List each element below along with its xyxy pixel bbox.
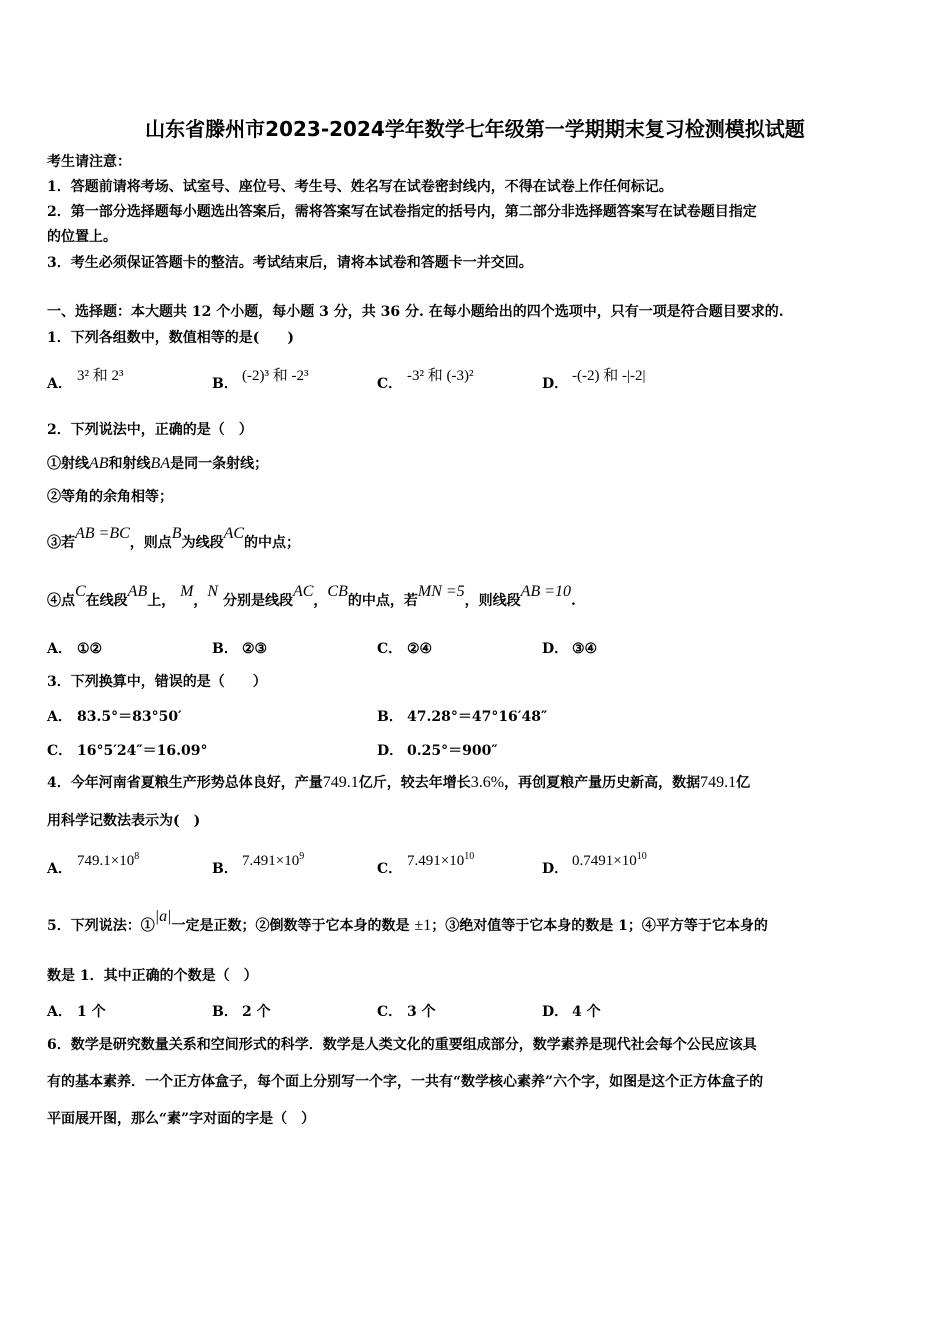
question-6-stem-line3: 平面展开图，那么“素”字对面的字是（ ）	[47, 1111, 316, 1127]
q4-option-b: B． $7.491\times 10^9$	[212, 851, 305, 877]
question-2-stem: 2．下列说法中，正确的是（ ）	[47, 422, 253, 438]
q5-option-a: A． 1 个	[47, 1004, 106, 1020]
q2-option-c: C． ②④	[377, 641, 433, 657]
q2-statement-2: ②等角的余角相等；	[47, 489, 173, 505]
question-6-stem: 6．数学是研究数量关系和空间形式的科学．数学是人类文化的重要组成部分，数学素养是现代社会每个公民应该具	[47, 1037, 757, 1053]
page-title: 山东省滕州市2023-2024学年数学七年级第一学期期末复习检测模拟试题	[145, 117, 805, 141]
q3-option-a: A． 83.5°＝83°50′	[47, 709, 182, 725]
question-5-stem-line2: 数是 1．其中正确的个数是（ ）	[47, 968, 258, 984]
section-heading: 一、选择题：本大题共 12 个小题，每小题 3 分，共 36 分. 在每小题给出的四个选项中，只有一项是符合题目要求的.	[47, 304, 784, 320]
q1-option-b: B． (-2)³ 和 -2³	[212, 368, 309, 392]
q2-statement-3: ③若AB =BC，则点B为线段AC的中点；	[47, 525, 301, 551]
notice-item: 的位置上。	[47, 229, 117, 245]
notice-item: 1．答题前请将考场、试室号、座位号、考生号、姓名写在试卷密封线内，不得在试卷上作任何标记。	[47, 179, 673, 195]
q2-statement-4: ④点C在线段AB上， M，N 分别是线段AC，CB的中点，若MN =5，则线段AB =10.	[47, 583, 576, 609]
question-4-stem: 4．今年河南省夏粮生产形势总体良好，产量749.1亿斤，较去年增长3.6%，再创夏粮产量历史新高，数据749.1亿	[47, 774, 751, 791]
question-1-stem: 1．下列各组数中，数值相等的是( )	[47, 330, 294, 346]
question-5-stem: 5．下列说法：①|a|一定是正数；②倒数等于它本身的数是 ±1；③绝对值等于它本身的数是 1；④平方等于它本身的	[47, 908, 768, 934]
notice-heading: 考生请注意：	[47, 154, 131, 170]
q4-option-a: A． $749.1\times 10^8$	[47, 851, 140, 877]
q2-option-b: B． ②③	[212, 641, 268, 657]
question-6-stem-line2: 有的基本素养．一个正方体盒子，每个面上分别写一个字，一共有“数学核心素养”六个字，如图是这个正方体盒子的	[47, 1074, 764, 1090]
q2-option-d: D． ③④	[542, 641, 598, 657]
q3-option-c: C． 16°5′24″＝16.09°	[47, 743, 208, 759]
q2-statement-1: ①射线AB和射线BA是同一条射线；	[47, 455, 269, 472]
q1-option-c: C． -3² 和 (-3)²	[377, 368, 474, 392]
question-4-stem-line2: 用科学记数法表示为( )	[47, 813, 201, 829]
q1-option-a: A． 3² 和 2³	[47, 368, 124, 392]
q5-option-b: B． 2 个	[212, 1004, 271, 1020]
q5-option-c: C． 3 个	[377, 1004, 436, 1020]
q3-option-d: D． 0.25°＝900″	[377, 743, 498, 759]
q4-option-d: D． $0.7491\times 10^{10}$	[542, 851, 647, 877]
question-3-stem: 3．下列换算中，错误的是（ ）	[47, 674, 267, 690]
q1-option-d: D． -(-2) 和 -|-2|	[542, 368, 646, 392]
notice-item: 3．考生必须保证答题卡的整洁。考试结束后，请将本试卷和答题卡一并交回。	[47, 255, 533, 271]
q2-option-a: A． ①②	[47, 641, 103, 657]
notice-item: 2．第一部分选择题每小题选出答案后，需将答案写在试卷指定的括号内，第二部分非选择题答案写在试卷题目指定	[47, 204, 757, 220]
q4-option-c: C． $7.491\times 10^{10}$	[377, 851, 475, 877]
q3-option-b: B． 47.28°＝47°16′48″	[377, 709, 548, 725]
q5-option-d: D． 4 个	[542, 1004, 601, 1020]
